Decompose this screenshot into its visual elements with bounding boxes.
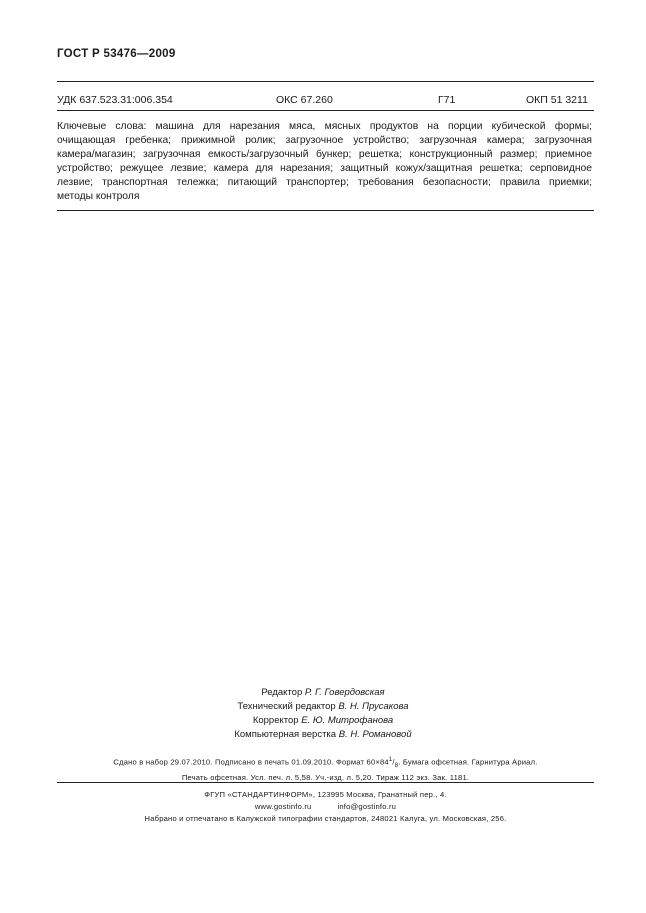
keywords-line: очищающая гребенка; прижимной ролик; загрузочное устройство; загрузочная камера; загрузочная bbox=[57, 135, 592, 146]
keywords-line: Ключевые слова: машина для нарезания мяса, мясных продуктов на порции кубической формы; bbox=[57, 121, 592, 132]
print-details bbox=[57, 754, 594, 784]
publisher-email[interactable]: info@gostinfo.ru bbox=[337, 802, 397, 811]
editor-line bbox=[190, 686, 456, 700]
corrector-name: Е. Ю. Митрофанова bbox=[301, 715, 394, 726]
publisher-contacts bbox=[57, 801, 594, 813]
keywords-paragraph bbox=[57, 120, 592, 204]
corrector-line bbox=[190, 714, 456, 728]
keywords-line: методы контроля bbox=[57, 191, 140, 202]
layout-line bbox=[190, 728, 456, 742]
keywords-line: лезвие; транспортная тележка; питающий транспортер; требования безопасности; правила приемки; bbox=[57, 177, 592, 188]
publisher-info bbox=[57, 789, 594, 825]
publisher-website[interactable]: www.gostinfo.ru bbox=[254, 802, 312, 811]
udk-code: УДК 637.523.31:006.354 bbox=[57, 94, 173, 106]
divider-codes bbox=[57, 110, 594, 111]
okp-code: ОКП 51 3211 bbox=[526, 94, 588, 106]
layout-role: Компьютерная верстка bbox=[234, 729, 337, 740]
divider-keywords bbox=[57, 210, 594, 211]
keywords-line: камера/магазин; загрузочная емкость/загрузочный бункер; решетка; конструкционный размер; приемное bbox=[57, 149, 592, 160]
group-code: Г71 bbox=[438, 94, 456, 106]
tech-editor-line bbox=[190, 700, 456, 714]
editorial-staff bbox=[190, 686, 456, 742]
standard-number: ГОСТ Р 53476—2009 bbox=[57, 48, 176, 60]
editor-name: Р. Г. Говердовская bbox=[304, 687, 385, 698]
publisher-address: ФГУП «СТАНДАРТИНФОРМ», 123995 Москва, Гранатный пер., 4. bbox=[204, 790, 447, 799]
keywords-line: устройство; режущее лезвие; камера для нарезания; защитный кожух/защитная решетка; серповидное bbox=[57, 163, 592, 174]
tech-editor-role: Технический редактор bbox=[237, 701, 336, 712]
tech-editor-name: В. Н. Прусакова bbox=[338, 701, 409, 712]
divider-top bbox=[57, 81, 594, 82]
print-line-2: Печать офсетная. Усл. печ. л. 5,58. Уч.-изд. л. 5,20. Тираж 112 экз. Зак. 1181. bbox=[181, 773, 470, 783]
editor-role: Редактор bbox=[261, 687, 303, 698]
printing-house: Набрано и отпечатано в Калужской типографии стандартов, 248021 Калуга, ул. Московская, 256. bbox=[144, 814, 507, 823]
layout-name: В. Н. Романовой bbox=[338, 729, 412, 740]
print-line-1: Сдано в набор 29.07.2010. Подписано в печать 01.09.2010. Формат $60\times 84^1/_8$. Бумага офсетная. Гарнитура Ариал. bbox=[113, 757, 538, 770]
oks-code: ОКС 67.260 bbox=[276, 94, 333, 106]
divider-bottom bbox=[57, 782, 594, 783]
corrector-role: Корректор bbox=[252, 715, 299, 726]
